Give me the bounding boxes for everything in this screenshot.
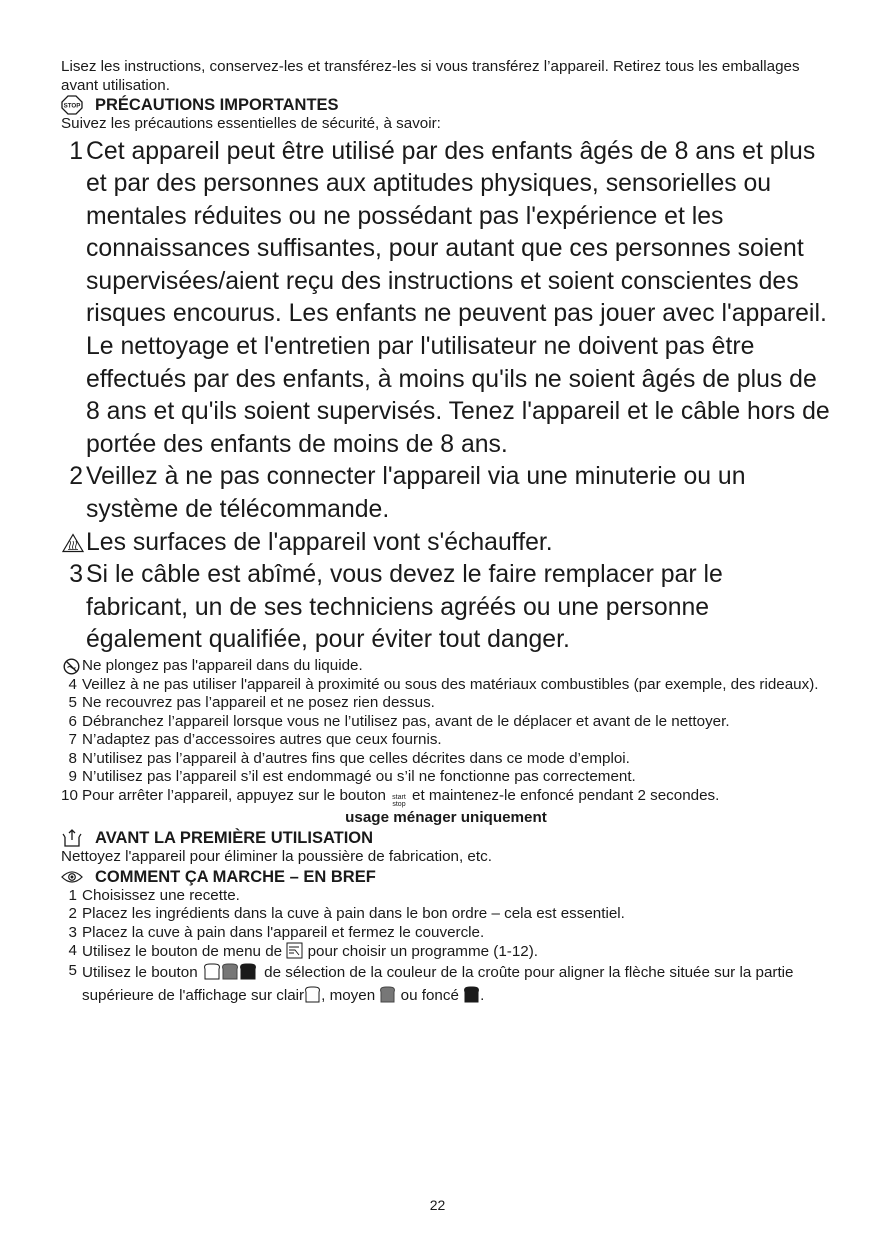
no-immerse-icon	[61, 657, 81, 675]
list-item	[61, 905, 831, 924]
item-10-before: Pour arrêter l’appareil, appuyez sur le bouton	[82, 786, 386, 804]
intro-text: Lisez les instructions, conservez-les et transférez-les si vous transférez l’appareil. Retirez tous les emballages avant utilisation.	[61, 58, 800, 94]
stop-icon	[61, 95, 83, 115]
before-first-use-title: AVANT LA PREMIÈRE UTILISATION	[95, 829, 374, 847]
list-item-number: 7	[68, 731, 77, 748]
page-number: 22	[429, 1197, 446, 1213]
list-item	[61, 713, 831, 732]
before-first-use-heading	[61, 828, 831, 848]
list-item-text: Veillez à ne pas connecter l'appareil via une minuterie ou un système de télécommande.	[86, 463, 746, 524]
list-item-number: 10	[61, 786, 78, 804]
list-item-text: N’utilisez pas l’appareil à d’autres fins que celles décrites dans ce mode d’emploi.	[82, 749, 630, 767]
list-item-number: 5	[68, 961, 77, 979]
item-5-moyen: , moyen	[321, 987, 376, 1004]
list-item-number: 1	[69, 137, 83, 165]
list-item-text: N’utilisez pas l’appareil s’il est endommagé ou s’il ne fonctionne pas correctement.	[82, 768, 636, 785]
before-first-use-text: Nettoyez l'appareil pour éliminer la poussière de fabrication, etc.	[61, 848, 492, 865]
precautions-title: PRÉCAUTIONS IMPORTANTES	[95, 96, 339, 114]
item-5-before: Utilisez le bouton	[82, 963, 198, 981]
dark-crust-icon	[463, 985, 480, 1003]
list-item-text: Si le câble est abîmé, vous devez le faire remplacer par le fabricant, un de ses techniciens agréés ou une personne également qualifiée, pour éviter tout danger.	[86, 561, 723, 654]
list-item-number: 2	[69, 463, 83, 491]
stop-label: stop	[392, 800, 406, 808]
item-5-end: .	[480, 987, 485, 1004]
menu-button-icon	[286, 942, 303, 959]
list-item-text: Veillez à ne pas utiliser l'appareil à proximité ou sous des matériaux combustibles (par exemple, des rideaux).	[82, 675, 819, 693]
list-item-number: 9	[68, 768, 77, 785]
item-4-after: pour choisir un programme (1-12).	[307, 943, 539, 960]
list-item	[61, 768, 831, 787]
item-10-after: et maintenez-le enfoncé pendant 2 secondes.	[412, 786, 720, 804]
no-immerse-warning	[61, 657, 831, 676]
item-4-before: Utilisez le bouton de menu de	[82, 943, 283, 960]
precautions-heading	[61, 95, 831, 115]
item-5-middle: de sélection de la couleur de la croûte pour aligner la flèche située sur la partie supérieure de l'affichage sur clair	[82, 963, 794, 1004]
big-items-list	[61, 136, 831, 658]
list-item	[61, 676, 831, 695]
list-item-number: 4	[68, 942, 77, 959]
hot-surface-icon	[61, 527, 85, 559]
list-item	[61, 962, 831, 1006]
list-item-text: Placez la cuve à pain dans l'appareil et fermez le couvercle.	[82, 923, 485, 941]
how-it-works-title: COMMENT ÇA MARCHE – EN BREF	[95, 867, 376, 886]
list-item	[61, 461, 831, 526]
list-item-number: 1	[68, 886, 77, 904]
start-label: start	[392, 793, 406, 801]
list-item-number: 3	[69, 561, 83, 589]
household-note: usage ménager uniquement	[345, 808, 547, 826]
hot-surface-warning	[61, 527, 831, 560]
list-item-number: 2	[68, 905, 77, 922]
small-items-list	[61, 676, 831, 808]
list-item	[61, 694, 831, 713]
list-item	[61, 942, 831, 962]
precautions-subtitle: Suivez les précautions essentielles de sécurité, à savoir:	[61, 115, 441, 132]
list-item	[61, 887, 831, 906]
list-item	[61, 136, 831, 462]
list-item	[61, 750, 831, 769]
unpack-icon	[61, 828, 83, 848]
list-item-number: 5	[68, 694, 77, 711]
light-crust-icon	[304, 985, 321, 1003]
list-item-text: N’adaptez pas d’accessoires autres que ceux fournis.	[82, 731, 442, 748]
eye-icon	[61, 867, 83, 887]
list-item-number: 3	[68, 923, 77, 941]
list-item	[61, 924, 831, 943]
list-item-text: Choisissez une recette.	[82, 886, 240, 904]
list-item-number: 4	[68, 675, 77, 693]
how-it-works-list	[61, 887, 831, 1006]
list-item-number: 6	[68, 712, 77, 730]
item-5-fonce: ou foncé	[400, 987, 459, 1004]
list-item-text	[82, 942, 831, 962]
list-item-text: Cet appareil peut être utilisé par des enfants âgés de 8 ans et plus et par des personnes aux aptitudes physiques, sensorielles ou mentales réduites ou ne possédant pas l'expérience et les connaissances suffisantes, pour autant que ces personnes soient supervisées/aient reçu des instructions et soient conscientes des risques encourus. Les enfants ne peuvent pas jouer avec l'appareil. Le nettoyage et l'entretien par l'utilisateur ne doivent pas être effectués par des enfants, à moins qu'ils ne soient âgés de plus de 8 ans et qu'ils soient supervisés. Tenez l'appareil et le câble hors de portée des enfants de moins de 8 ans.	[86, 137, 830, 458]
start-stop-icon	[392, 794, 406, 808]
page-content	[61, 58, 831, 1006]
list-item-number: 8	[68, 749, 77, 767]
medium-crust-icon	[379, 985, 396, 1003]
list-item	[61, 731, 831, 750]
no-immerse-text: Ne plongez pas l'appareil dans du liquide.	[82, 657, 363, 674]
stop-icon-text: STOP	[63, 102, 81, 110]
hot-surface-text: Les surfaces de l'appareil vont s'échauffer.	[86, 528, 553, 556]
how-it-works-heading	[61, 867, 831, 887]
list-item-text: Ne recouvrez pas l’appareil et ne posez rien dessus.	[82, 694, 435, 711]
crust-color-button-icon	[202, 962, 260, 986]
list-item	[61, 559, 831, 657]
list-item-text	[82, 962, 831, 1006]
list-item-text	[82, 787, 831, 808]
list-item-text: Placez les ingrédients dans la cuve à pain dans le bon ordre – cela est essentiel.	[82, 905, 625, 922]
list-item-text: Débranchez l’appareil lorsque vous ne l’utilisez pas, avant de le déplacer et avant de le nettoyer.	[82, 712, 730, 730]
list-item	[61, 787, 831, 808]
